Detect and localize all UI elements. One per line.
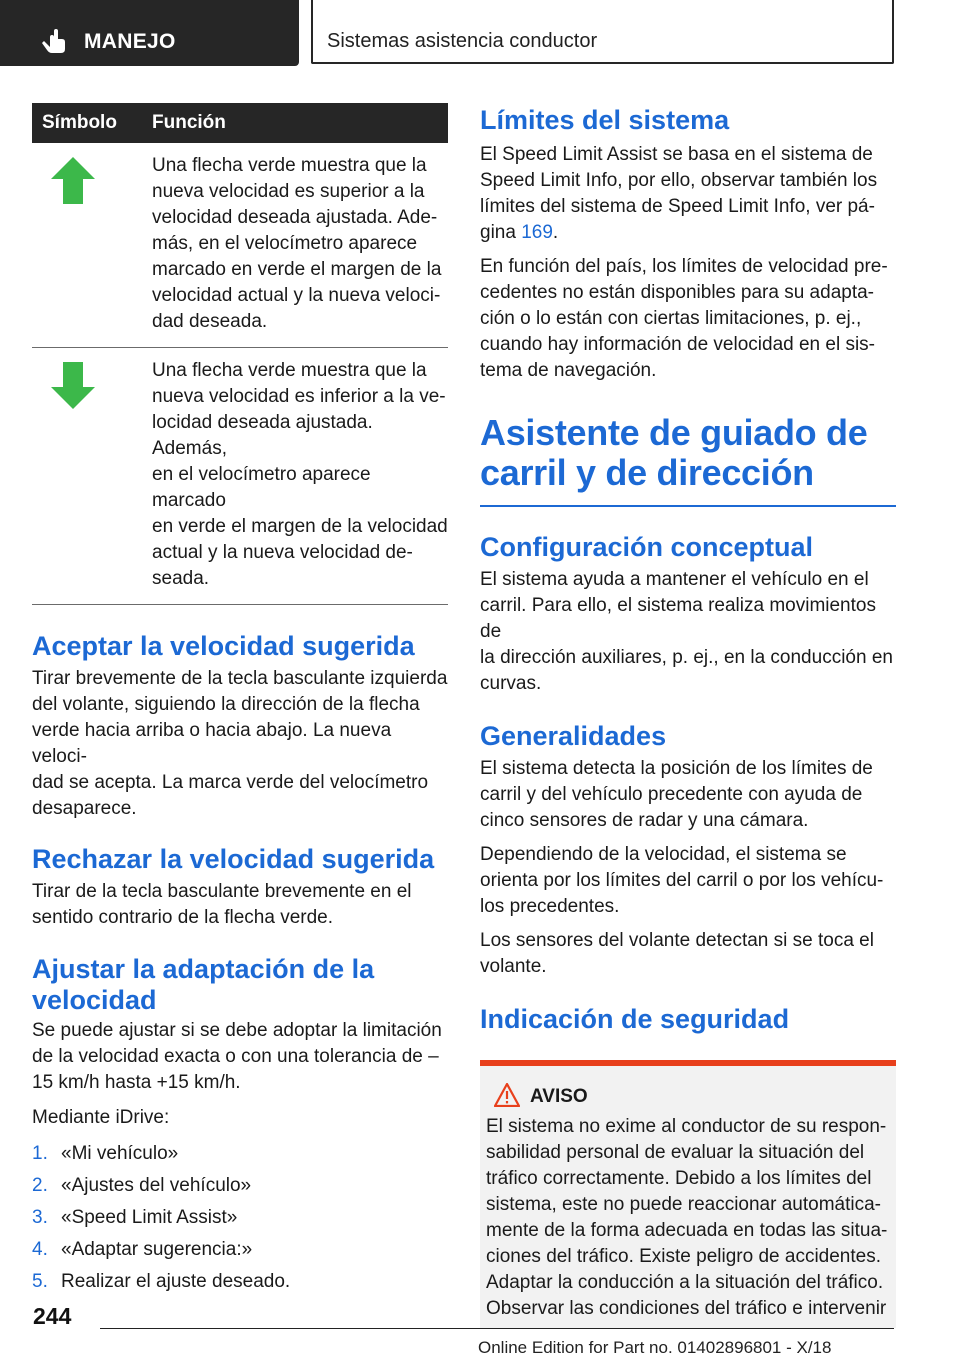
text-line: locidad deseada ajustada. Además,: [152, 412, 373, 459]
general-text-3: [480, 928, 896, 980]
concept-heading: Configuración conceptual: [480, 532, 814, 562]
step-text: «Ajustes del vehículo»: [61, 1175, 252, 1196]
table-row: [32, 143, 448, 348]
adjust-adaptation-heading: [32, 954, 448, 1016]
text-line: verde hacia arriba o hacia abajo. La nueva veloci-: [32, 720, 392, 767]
function-cell: [152, 348, 448, 605]
green-arrow-down-icon: [51, 362, 95, 414]
text-line: de la velocidad exacta o con una tolerancia de –: [32, 1046, 439, 1067]
page-link[interactable]: 169: [521, 222, 553, 243]
list-item: [32, 1173, 448, 1205]
table-row: [32, 348, 448, 605]
footer-divider: [100, 1328, 894, 1329]
symbol-cell: [32, 143, 152, 348]
heading-line: velocidad: [32, 985, 157, 1015]
text-line: Tirar de la tecla basculante brevemente en el: [32, 881, 412, 902]
step-number: 5.: [32, 1271, 48, 1292]
warning-title-text: AVISO: [530, 1086, 588, 1107]
section-label: MANEJO: [84, 30, 176, 53]
text-line: dad se acepta. La marca verde del velocímetro: [32, 772, 429, 793]
text-line: ciones del tráfico. Existe peligro de accidentes.: [486, 1246, 881, 1267]
step-text: «Speed Limit Assist»: [61, 1207, 238, 1228]
section-tab: [0, 0, 299, 66]
text-line: los precedentes.: [480, 896, 620, 917]
accept-speed-text: [32, 666, 448, 822]
left-column: [32, 103, 448, 1301]
column-header-function: Función: [152, 103, 448, 143]
text-line: nueva velocidad es superior a la: [152, 181, 425, 202]
text-line: sistema, este no puede reaccionar automática-: [486, 1194, 881, 1215]
list-item: [32, 1141, 448, 1173]
text-line: El sistema no exime al conductor de su respon-: [486, 1116, 887, 1137]
general-heading: Generalidades: [480, 721, 667, 751]
text-line: En función del país, los límites de velocidad pre-: [480, 256, 888, 277]
symbol-cell: [32, 348, 152, 605]
text-line: El sistema ayuda a mantener el vehículo en el: [480, 569, 869, 590]
warning-box: [480, 1060, 896, 1328]
text-line: velocidad actual y la nueva veloci-: [152, 285, 441, 306]
warning-triangle-icon: [494, 1083, 520, 1107]
text-line: tráfico correctamente. Debido a los límites del: [486, 1168, 872, 1189]
text-line: la dirección auxiliares, p. ej., en la conducción en: [480, 647, 893, 668]
step-number: 4.: [32, 1239, 48, 1260]
text-line: actual y la nueva velocidad de-: [152, 542, 413, 563]
system-limits-text-2: [480, 254, 896, 384]
safety-heading: Indicación de seguridad: [480, 1004, 790, 1034]
text-line: límites del sistema de Speed Limit Info, ver pá-: [480, 196, 875, 217]
page-number: 244: [33, 1303, 72, 1329]
text-line: Observar las condiciones del tráfico e intervenir: [486, 1298, 887, 1319]
text-line: del volante, siguiendo la dirección de la flecha: [32, 694, 420, 715]
text-line: [480, 220, 896, 246]
text-line: en verde el margen de la velocidad: [152, 516, 448, 537]
text-line: Tirar brevemente de la tecla basculante izquierda: [32, 668, 448, 689]
general-text-2: [480, 842, 896, 920]
title-divider: [480, 505, 896, 507]
text-line: nueva velocidad es inferior a la ve-: [152, 386, 446, 407]
text-fragment: gina: [480, 222, 522, 243]
text-line: cedentes no están disponibles para su adapta-: [480, 282, 874, 303]
step-number: 3.: [32, 1207, 48, 1228]
text-line: sabilidad personal de evaluar la situación del: [486, 1142, 865, 1163]
text-line: carril. Para ello, el sistema realiza movimientos de: [480, 595, 876, 642]
list-item: [32, 1269, 448, 1301]
idrive-steps-list: [32, 1141, 448, 1301]
text-line: sentido contrario de la flecha verde.: [32, 907, 334, 928]
step-text: «Mi vehículo»: [61, 1143, 179, 1164]
text-line: Speed Limit Info, por ello, observar también los: [480, 170, 878, 191]
text-line: curvas.: [480, 673, 542, 694]
text-line: cuando hay información de velocidad en el sis-: [480, 334, 876, 355]
list-item: [32, 1237, 448, 1269]
function-cell: [152, 143, 448, 348]
accept-speed-heading: Aceptar la velocidad sugerida: [32, 631, 415, 661]
breadcrumb-label: Sistemas asistencia conductor: [327, 30, 598, 52]
step-text: «Adaptar sugerencia:»: [61, 1239, 253, 1260]
hand-steering-icon: [40, 27, 68, 55]
reject-speed-heading: Rechazar la velocidad sugerida: [32, 844, 435, 874]
text-line: Dependiendo de la velocidad, el sistema se: [480, 844, 847, 865]
text-line: ción o lo están con ciertas limitaciones, p. ej.,: [480, 308, 862, 329]
reject-speed-text: [32, 879, 448, 931]
text-line: Los sensores del volante detectan si se toca el: [480, 930, 874, 951]
system-limits-heading: Límites del sistema: [480, 105, 730, 135]
text-line: orienta por los límites del carril o por los vehícu-: [480, 870, 884, 891]
text-line: 15 km/h hasta +15 km/h.: [32, 1072, 241, 1093]
warning-text: [486, 1114, 888, 1322]
edition-note: Online Edition for Part no. 01402896801 - X/18: [478, 1338, 832, 1357]
text-line: seada.: [152, 568, 210, 589]
text-line: desaparece.: [32, 798, 137, 819]
step-number: 2.: [32, 1175, 48, 1196]
text-line: Adaptar la conducción a la situación del tráfico.: [486, 1272, 884, 1293]
system-limits-text-1: [480, 142, 896, 246]
text-line: El Speed Limit Assist se basa en el sistema de: [480, 144, 873, 165]
text-line: Se puede ajustar si se debe adoptar la limitación: [32, 1020, 442, 1041]
text-line: volante.: [480, 956, 547, 977]
symbol-table: [32, 103, 448, 605]
step-text: Realizar el ajuste deseado.: [61, 1271, 291, 1292]
column-header-symbol: Símbolo: [32, 103, 152, 143]
text-line: mente de la forma adecuada en todas las situa-: [486, 1220, 888, 1241]
idrive-label: Mediante iDrive:: [32, 1107, 170, 1128]
text-line: Una flecha verde muestra que la: [152, 155, 427, 176]
heading-line: Ajustar la adaptación de la: [32, 954, 375, 984]
text-line: El sistema detecta la posición de los límites de: [480, 758, 873, 779]
text-line: Una flecha verde muestra que la: [152, 360, 427, 381]
green-arrow-up-icon: [51, 157, 95, 209]
text-line: velocidad deseada ajustada. Ade-: [152, 207, 438, 228]
text-line: carril y del vehículo precedente con ayuda de: [480, 784, 863, 805]
heading-line: carril y de dirección: [480, 452, 814, 493]
step-number: 1.: [32, 1143, 48, 1164]
adjust-adaptation-text: [32, 1018, 448, 1096]
text-line: más, en el velocímetro aparece: [152, 233, 418, 254]
heading-line: Asistente de guiado de: [480, 412, 868, 453]
text-line: en el velocímetro aparece marcado: [152, 464, 371, 511]
table-header-row: [32, 103, 448, 143]
text-fragment: .: [552, 222, 559, 243]
concept-text: [480, 567, 896, 697]
general-text-1: [480, 756, 896, 834]
warning-title: [530, 1086, 888, 1108]
list-item: [32, 1205, 448, 1237]
text-line: tema de navegación.: [480, 360, 657, 381]
text-line: cinco sensores de radar y una cámara.: [480, 810, 809, 831]
text-line: marcado en verde el margen de la: [152, 259, 442, 280]
right-column: [480, 103, 896, 1328]
breadcrumb: [311, 0, 894, 64]
text-line: dad deseada.: [152, 311, 268, 332]
lane-assist-title: [480, 413, 896, 493]
